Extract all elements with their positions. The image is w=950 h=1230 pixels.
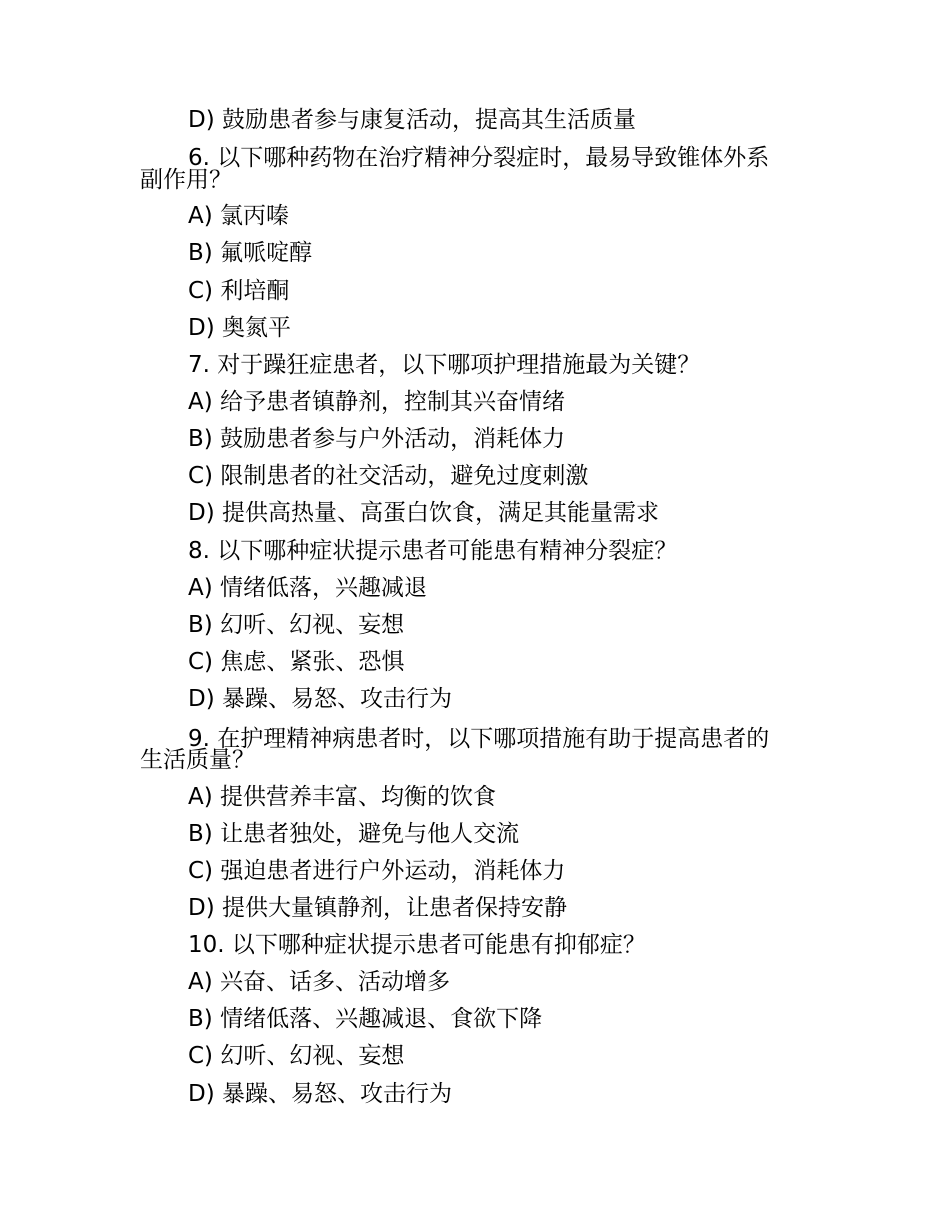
q5-option-d: D) 鼓励患者参与康复活动，提高其生活质量 (188, 107, 636, 133)
q6-question-continued: 副作用？ (140, 167, 232, 193)
q6-option-b: B) 氟哌啶醇 (188, 240, 313, 266)
q6-option-c: C) 利培酮 (188, 278, 290, 304)
q8-option-b: B) 幻听、幻视、妄想 (188, 612, 405, 638)
q10-option-a: A) 兴奋、话多、活动增多 (188, 969, 451, 995)
q9-option-d: D) 提供大量镇静剂，让患者保持安静 (188, 895, 567, 921)
q10-option-b: B) 情绪低落、兴趣减退、食欲下降 (188, 1006, 543, 1032)
q9-question: 9. 在护理精神病患者时，以下哪项措施有助于提高患者的 (188, 726, 770, 752)
q8-question: 8. 以下哪种症状提示患者可能患有精神分裂症？ (188, 538, 678, 564)
q7-option-a: A) 给予患者镇静剂，控制其兴奋情绪 (188, 389, 566, 415)
q9-option-b: B) 让患者独处，避免与他人交流 (188, 821, 520, 847)
q8-option-c: C) 焦虑、紧张、恐惧 (188, 649, 405, 675)
q7-question: 7. 对于躁狂症患者，以下哪项护理措施最为关键？ (188, 352, 701, 378)
q10-option-d: D) 暴躁、易怒、攻击行为 (188, 1081, 452, 1107)
q9-question-continued: 生活质量？ (140, 747, 255, 773)
q9-option-a: A) 提供营养丰富、均衡的饮食 (188, 784, 497, 810)
q10-option-c: C) 幻听、幻视、妄想 (188, 1043, 405, 1069)
q9-option-c: C) 强迫患者进行户外运动，消耗体力 (188, 858, 566, 884)
q6-question: 6. 以下哪种药物在治疗精神分裂症时，最易导致锥体外系 (188, 145, 770, 171)
q6-option-d: D) 奥氮平 (188, 315, 291, 341)
q8-option-a: A) 情绪低落，兴趣减退 (188, 575, 428, 601)
q10-question: 10. 以下哪种症状提示患者可能患有抑郁症？ (188, 932, 646, 958)
q6-option-a: A) 氯丙嗪 (188, 203, 290, 229)
q7-option-d: D) 提供高热量、高蛋白饮食，满足其能量需求 (188, 500, 659, 526)
q8-option-d: D) 暴躁、易怒、攻击行为 (188, 686, 452, 712)
q7-option-c: C) 限制患者的社交活动，避免过度刺激 (188, 463, 589, 489)
q7-option-b: B) 鼓励患者参与户外活动，消耗体力 (188, 426, 566, 452)
